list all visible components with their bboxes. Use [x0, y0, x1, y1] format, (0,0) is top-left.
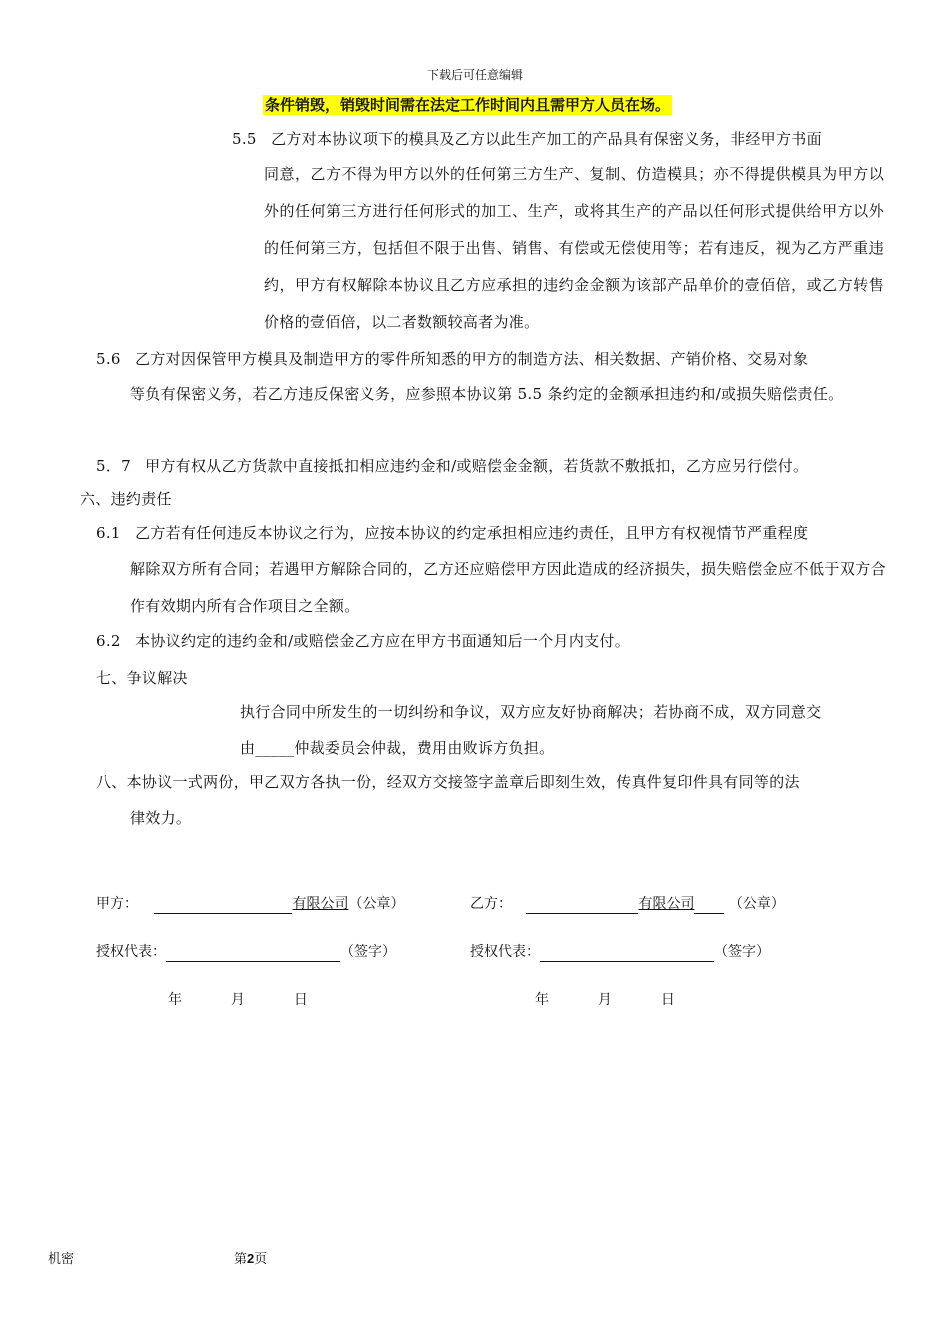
clause-text: 本协议约定的违约金和/或赔偿金乙方应在甲方书面通知后一个月内支付。 [135, 632, 631, 650]
clause-5-6-first [96, 342, 896, 377]
arbitration-blank: _____ [255, 739, 295, 757]
party-b-sign-note: （签字） [714, 944, 770, 960]
party-b-line [470, 894, 785, 914]
party-a-line [96, 894, 404, 914]
highlighted-text [263, 94, 672, 116]
clause-text: 甲方有权从乙方货款中直接抵扣相应违约金和/或赔偿金金额，若货款不敷抵扣，乙方应另行偿付。 [145, 457, 809, 475]
section-seven-line1: 执行合同中所发生的一切纠纷和争议，双方应友好协商解决；若协商不成，双方同意交 [240, 703, 822, 721]
clause-text: 乙方对本协议项下的模具及乙方以此生产加工的产品具有保密义务，非经甲方书面 [271, 130, 822, 148]
clause-5-7 [96, 449, 896, 484]
section-eight-rest: 律效力。 [130, 809, 192, 827]
party-a-company: 有限公司 [292, 896, 349, 912]
party-b-blank[interactable] [526, 897, 638, 914]
party-a-rep-blank[interactable] [166, 945, 340, 962]
clause-number: 6.1 [96, 524, 121, 542]
text-segment: 仲裁委员会仲裁，费用由败诉方负担。 [294, 739, 555, 757]
date-month: 月 [230, 992, 245, 1008]
clause-number: 6.2 [96, 632, 121, 650]
header-note: 下载后可任意编辑 [426, 68, 523, 82]
footer-confidential: 机密 [48, 1252, 75, 1267]
party-b-company: 有限公司 [638, 896, 695, 912]
date-year: 年 [535, 992, 549, 1008]
party-a-seal: （公章） [348, 896, 405, 912]
clause-number: 5.5 [232, 130, 257, 148]
party-a-sign-note: （签字） [340, 944, 396, 960]
clause-5-6-body: 等负有保密义务，若乙方违反保密义务，应参照本协议第 5.5 条约定的金额承担违约和/或损失赔偿责任。 [130, 385, 844, 403]
footer-page-number [234, 1248, 267, 1267]
date-year: 年 [168, 992, 182, 1008]
party-a-label: 甲方： [96, 896, 138, 912]
clause-6-2 [96, 624, 896, 659]
party-b-rep-line [470, 942, 770, 962]
section-six-title: 六、违约责任 [80, 490, 172, 508]
date-day: 日 [660, 992, 675, 1008]
page-prefix: 第 [234, 1252, 248, 1267]
party-a-rep-line [96, 942, 396, 962]
party-b-blank-tail [694, 897, 724, 914]
clause-6-1-first [96, 516, 896, 551]
section-seven-title: 七、争议解决 [96, 669, 188, 687]
party-b-rep-blank[interactable] [540, 945, 714, 962]
clause-number: 5．7 [96, 457, 131, 475]
page-num: 2 [247, 1251, 255, 1266]
party-b-label: 乙方： [470, 896, 512, 912]
party-b-seal: （公章） [728, 896, 785, 912]
party-b-date [535, 990, 675, 1010]
clause-6-1-body: 解除双方所有合同；若遇甲方解除合同的，乙方还应赔偿甲方因此造成的经济损失，损失赔偿金应不低于双方合作有效期内所有合作项目之全额。 [130, 560, 886, 615]
section-seven-line2 [240, 730, 890, 766]
clause-text: 乙方若有任何违反本协议之行为，应按本协议的约定承担相应违约责任，且甲方有权视情节严重程度 [135, 524, 809, 542]
page-suffix: 页 [254, 1252, 268, 1267]
party-b-rep-label: 授权代表： [470, 944, 540, 960]
date-day: 日 [293, 992, 308, 1008]
clause-5-5-first [232, 122, 892, 157]
party-a-date [168, 990, 308, 1010]
clause-number: 5.6 [96, 350, 121, 368]
text-segment: 由 [240, 739, 256, 757]
party-a-rep-label: 授权代表： [96, 944, 166, 960]
clause-5-5-body: 同意，乙方不得为甲方以外的任何第三方生产、复制、仿造模具；亦不得提供模具为甲方以外的任何第三方进行任何形式的加工、生产，或将其生产的产品以任何形式提供给甲方以外的任何第三方，包括但不限于出售、销售、有偿或无偿使用等；若有违反，视为乙方严重违约，甲方有权解除本协议且乙方应承担的违约金金额为该部产品单价的壹佰倍，或乙方转售价格的壹佰倍，以二者数额较高者为准。 [264, 165, 884, 331]
date-month: 月 [597, 992, 612, 1008]
highlight-span: 条件销毁，销毁时间需在法定工作时间内且需甲方人员在场。 [265, 96, 671, 114]
clause-text: 乙方对因保管甲方模具及制造甲方的零件所知悉的甲方的制造方法、相关数据、产销价格、交易对象 [135, 350, 809, 368]
section-eight-first: 八、本协议一式两份，甲乙双方各执一份，经双方交接签字盖章后即刻生效，传真件复印件具有同等的法 [96, 773, 800, 791]
party-a-blank[interactable] [154, 897, 292, 914]
